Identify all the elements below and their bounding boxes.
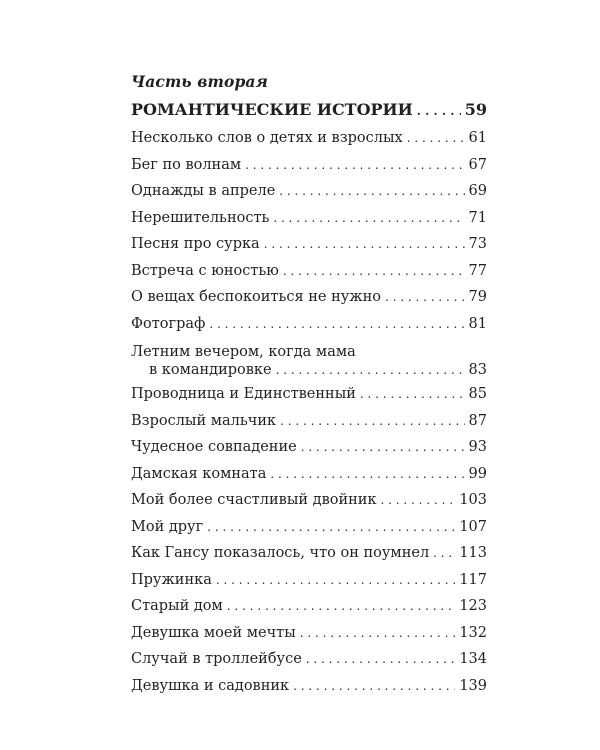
toc-entry <box>131 598 487 625</box>
dot-leader <box>216 573 455 587</box>
toc-entry <box>131 545 487 572</box>
toc-entry-title: Мой более счастливый двойник <box>131 492 377 508</box>
toc-entry-title-line2: в командировке <box>149 362 272 378</box>
toc-entry <box>131 651 487 678</box>
section-title: РОМАНТИЧЕСКИЕ ИСТОРИИ <box>131 100 413 119</box>
dot-leader <box>279 184 464 198</box>
toc-entry-page: 107 <box>459 518 487 535</box>
toc-entry-page: 77 <box>468 262 487 279</box>
dot-leader <box>227 599 456 613</box>
toc-entry <box>131 678 487 705</box>
dot-leader <box>306 652 456 666</box>
toc-entry <box>131 342 487 386</box>
toc-entry-page: 71 <box>468 209 487 226</box>
dot-leader <box>273 211 464 225</box>
toc-entry-title-line1: Летним вечером, когда мама <box>131 344 356 360</box>
toc-entry <box>131 289 487 316</box>
toc-entry-title: Девушка и садовник <box>131 677 290 694</box>
dot-leader <box>417 104 461 118</box>
toc-entry-page: 69 <box>468 183 487 199</box>
dot-leader <box>207 520 455 534</box>
dot-leader <box>300 626 456 640</box>
toc-entry-page: 99 <box>468 465 487 482</box>
toc-list <box>131 130 487 704</box>
toc-entry <box>131 210 487 237</box>
section-page-number: 59 <box>464 100 487 119</box>
dot-leader <box>381 493 456 507</box>
toc-entry <box>131 413 487 440</box>
toc-entry-title: Старый дом <box>131 598 223 614</box>
toc-entry-page: 132 <box>459 624 487 641</box>
toc-entry-page: 139 <box>459 677 487 694</box>
toc-entry-page: 67 <box>468 156 487 173</box>
toc-entry-page: 123 <box>459 598 487 614</box>
toc-entry-page: 73 <box>468 236 487 252</box>
toc-entry-title: Проводница и Единственный <box>131 386 356 402</box>
toc-entry <box>131 316 487 343</box>
toc-entry-title: Нерешительность <box>131 209 270 226</box>
toc-entry-page: 61 <box>468 130 487 146</box>
toc-entry-page: 79 <box>468 289 487 305</box>
toc-entry-title: Чудесное совпадение <box>131 439 297 455</box>
dot-leader <box>209 317 464 331</box>
toc-entry <box>131 439 487 466</box>
toc-entry <box>131 572 487 599</box>
toc-entry-page: 81 <box>468 315 487 332</box>
toc-entry-title: О вещах беспокоиться не нужно <box>131 289 382 305</box>
dot-leader <box>264 237 465 251</box>
toc-entry <box>131 466 487 493</box>
toc-entry-title: Мой друг <box>131 518 204 535</box>
toc-entry-title: Песня про сурка <box>131 236 260 252</box>
dot-leader <box>433 546 455 560</box>
toc-entry-page: 93 <box>468 439 487 455</box>
toc-entry-title: Однажды в апреле <box>131 183 276 199</box>
toc-entry <box>131 492 487 519</box>
dot-leader <box>301 440 465 454</box>
toc-entry-title: Несколько слов о детях и взрослых <box>131 130 403 146</box>
toc-entry-page: 87 <box>468 412 487 429</box>
toc-entry-page: 113 <box>459 545 487 561</box>
part-label: Часть вторая <box>131 72 268 91</box>
toc-entry <box>131 263 487 290</box>
dot-leader <box>407 131 465 145</box>
toc-entry <box>131 157 487 184</box>
dot-leader <box>293 679 455 693</box>
toc-entry-page: 103 <box>459 492 487 508</box>
toc-entry-page: 85 <box>468 386 487 402</box>
toc-entry <box>131 625 487 652</box>
toc-entry-page: 134 <box>459 651 487 667</box>
toc-entry <box>131 519 487 546</box>
toc-entry-title: Взрослый мальчик <box>131 412 277 429</box>
toc-entry-title: Бег по волнам <box>131 156 242 173</box>
toc-entry-title: Девушка моей мечты <box>131 624 296 641</box>
toc-entry-page: 83 <box>468 362 487 378</box>
dot-leader <box>280 414 464 428</box>
toc-entry <box>131 130 487 157</box>
toc-entry <box>131 236 487 263</box>
dot-leader <box>385 290 465 304</box>
toc-entry-title: Дамская комната <box>131 465 267 482</box>
toc-entry <box>131 386 487 413</box>
toc-entry <box>131 183 487 210</box>
toc-entry-title: Как Гансу показалось, что он поумнел <box>131 545 430 561</box>
section-heading <box>131 100 487 124</box>
toc-entry-title: Случай в троллейбусе <box>131 651 302 667</box>
toc-entry-title: Встреча с юностью <box>131 262 279 279</box>
dot-leader <box>283 264 465 278</box>
dot-leader <box>270 467 464 481</box>
toc-entry-title: Пружинка <box>131 571 212 588</box>
toc-entry-page: 117 <box>459 571 487 588</box>
dot-leader <box>245 158 464 172</box>
dot-leader <box>276 363 465 377</box>
toc-entry-title: Фотограф <box>131 315 206 332</box>
dot-leader <box>360 387 465 401</box>
